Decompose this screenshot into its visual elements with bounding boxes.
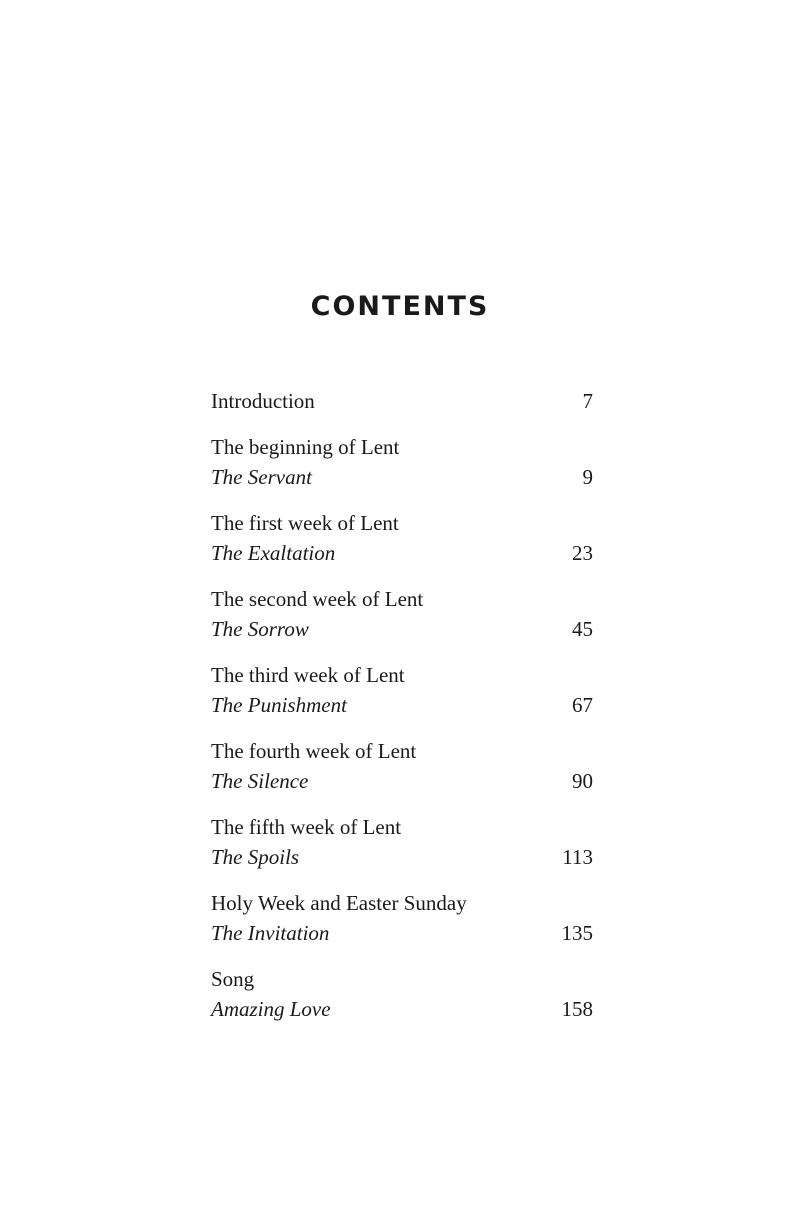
toc-entry-title: Song — [211, 967, 255, 991]
page-title: CONTENTS — [310, 291, 490, 322]
toc-entry-page-number: 158 — [561, 997, 593, 1021]
toc-entry-subtitle: The Invitation — [211, 921, 330, 945]
toc-entry-holy-week — [211, 888, 593, 948]
toc-entry-title: Holy Week and Easter Sunday — [211, 891, 467, 915]
toc-entry-page-number: 9 — [582, 465, 593, 489]
toc-entry-second-week — [211, 584, 593, 644]
toc-entry-subtitle: The Exaltation — [211, 541, 336, 565]
toc-entry-introduction — [211, 386, 593, 416]
toc-entry-fourth-week — [211, 736, 593, 796]
toc-entry-subtitle: The Sorrow — [211, 617, 309, 641]
toc-entry-title: The fourth week of Lent — [211, 739, 417, 763]
toc-entry-page-number: 45 — [572, 617, 593, 641]
table-of-contents — [211, 386, 593, 1040]
toc-entry-page-number: 90 — [572, 769, 593, 793]
toc-entry-title: Introduction — [211, 389, 315, 413]
toc-entry-song — [211, 964, 593, 1024]
toc-entry-subtitle: The Punishment — [211, 693, 347, 717]
toc-entry-title: The fifth week of Lent — [211, 815, 402, 839]
toc-entry-page-number: 23 — [572, 541, 593, 565]
toc-entry-title: The first week of Lent — [211, 511, 399, 535]
toc-entry-title: The third week of Lent — [211, 663, 405, 687]
toc-entry-fifth-week — [211, 812, 593, 872]
toc-entry-title: The second week of Lent — [211, 587, 424, 611]
toc-entry-page-number: 7 — [582, 389, 593, 413]
toc-entry-subtitle: Amazing Love — [211, 997, 331, 1021]
toc-entry-title: The beginning of Lent — [211, 435, 400, 459]
toc-entry-page-number: 113 — [562, 845, 593, 869]
toc-entry-page-number: 135 — [561, 921, 593, 945]
toc-entry-third-week — [211, 660, 593, 720]
toc-entry-subtitle: The Spoils — [211, 845, 300, 869]
toc-entry-subtitle: The Servant — [211, 465, 312, 489]
toc-entry-page-number: 67 — [572, 693, 593, 717]
toc-entry-beginning-of-lent — [211, 432, 593, 492]
toc-entry-subtitle: The Silence — [211, 769, 309, 793]
toc-entry-first-week — [211, 508, 593, 568]
